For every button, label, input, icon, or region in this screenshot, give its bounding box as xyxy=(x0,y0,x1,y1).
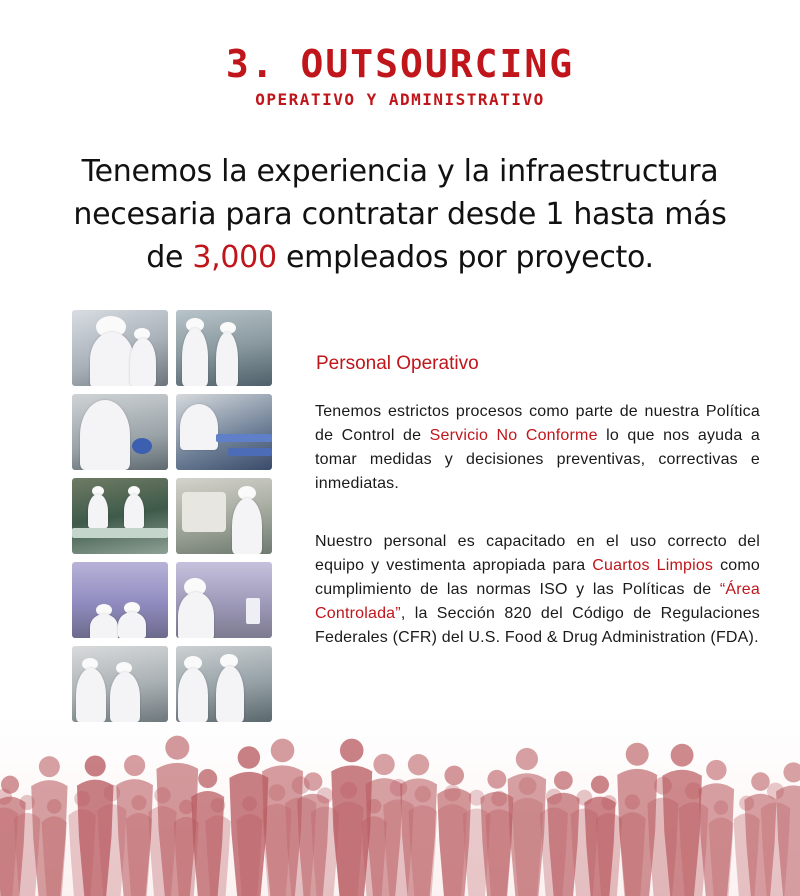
person-silhouette-head xyxy=(487,770,506,789)
person-silhouette-head xyxy=(271,739,295,763)
para2-highlight-2: “Área Controlada” xyxy=(315,581,760,622)
person-silhouette-head xyxy=(751,772,770,791)
conveyor-belt-photo xyxy=(176,394,272,470)
person-silhouette-head xyxy=(340,739,364,763)
paragraph-cleanrooms xyxy=(315,530,760,650)
person-silhouette-head xyxy=(408,754,429,775)
person-silhouette-head xyxy=(554,771,573,790)
crowd-silhouette-icon xyxy=(0,716,800,896)
para1-text-before: Tenemos estrictos procesos como parte de nuestra Política de Control de xyxy=(315,403,760,444)
person-silhouette-head xyxy=(783,762,800,782)
para1-text-after: lo que nos ayuda a tomar medidas y decisiones preventivas, correctivas e inmediatas. xyxy=(315,427,760,492)
para1-highlight: Servicio No Conforme xyxy=(429,427,598,444)
packaging-photo xyxy=(72,394,168,470)
person-silhouette-head xyxy=(626,743,649,766)
lab-workers-photo xyxy=(72,562,168,638)
para2-highlight-1: Cuartos Limpios xyxy=(592,557,714,574)
paragraph-nonconformity xyxy=(315,400,760,496)
person-silhouette-head xyxy=(444,766,464,786)
headline-highlight: 3,000 xyxy=(192,240,277,275)
person-silhouette-head xyxy=(591,776,609,794)
inspection-photo xyxy=(176,562,272,638)
headline-line-1: Tenemos la experiencia y la infraestructura xyxy=(81,154,719,189)
para2-text-middle: como cumplimiento de las normas ISO y las Políticas de xyxy=(315,557,760,598)
headline-line-2: necesaria para contratar desde 1 hasta más xyxy=(73,197,727,232)
machine-operator-photo xyxy=(176,478,272,554)
page-subtitle: OPERATIVO Y ADMINISTRATIVO xyxy=(255,90,545,109)
person-silhouette-head xyxy=(516,748,538,770)
headline-suffix: empleados por proyecto. xyxy=(276,240,654,275)
factory-floor-photo xyxy=(72,478,168,554)
person-silhouette-head xyxy=(39,756,60,777)
person-silhouette-head xyxy=(198,769,217,788)
person-silhouette-body xyxy=(508,773,547,896)
person-silhouette-head xyxy=(1,776,19,794)
headline-line-3 xyxy=(40,236,760,279)
person-silhouette-head xyxy=(238,746,260,768)
person-silhouette-head xyxy=(373,754,394,775)
photo-grid xyxy=(72,310,272,722)
person-silhouette-head xyxy=(85,755,106,776)
para2-text-before: Nuestro personal es capacitado en el uso correcto del equipo y vestimenta apropiada para xyxy=(315,533,760,574)
page-title: 3. OUTSOURCING xyxy=(225,42,575,86)
headline-prefix: de xyxy=(146,240,193,275)
production-line-photo xyxy=(176,310,272,386)
quality-control-photo xyxy=(176,646,272,722)
person-silhouette-head xyxy=(304,772,323,791)
person-silhouette-head xyxy=(706,760,726,780)
para2-text-after: , la Sección 820 del Código de Regulaciones Federales (CFR) del U.S. Food & Drug Administration (FDA). xyxy=(315,605,760,646)
assembly-photo xyxy=(72,646,168,722)
person-silhouette-body xyxy=(437,788,471,896)
person-silhouette-head xyxy=(124,755,145,776)
headline xyxy=(40,150,760,279)
person-silhouette-head xyxy=(671,744,694,767)
crowd-silhouette-decoration xyxy=(0,716,800,896)
section-title: Personal Operativo xyxy=(316,353,479,374)
person-silhouette-head xyxy=(165,736,189,760)
person-silhouette-body xyxy=(229,772,268,896)
cleanroom-worker-photo xyxy=(72,310,168,386)
